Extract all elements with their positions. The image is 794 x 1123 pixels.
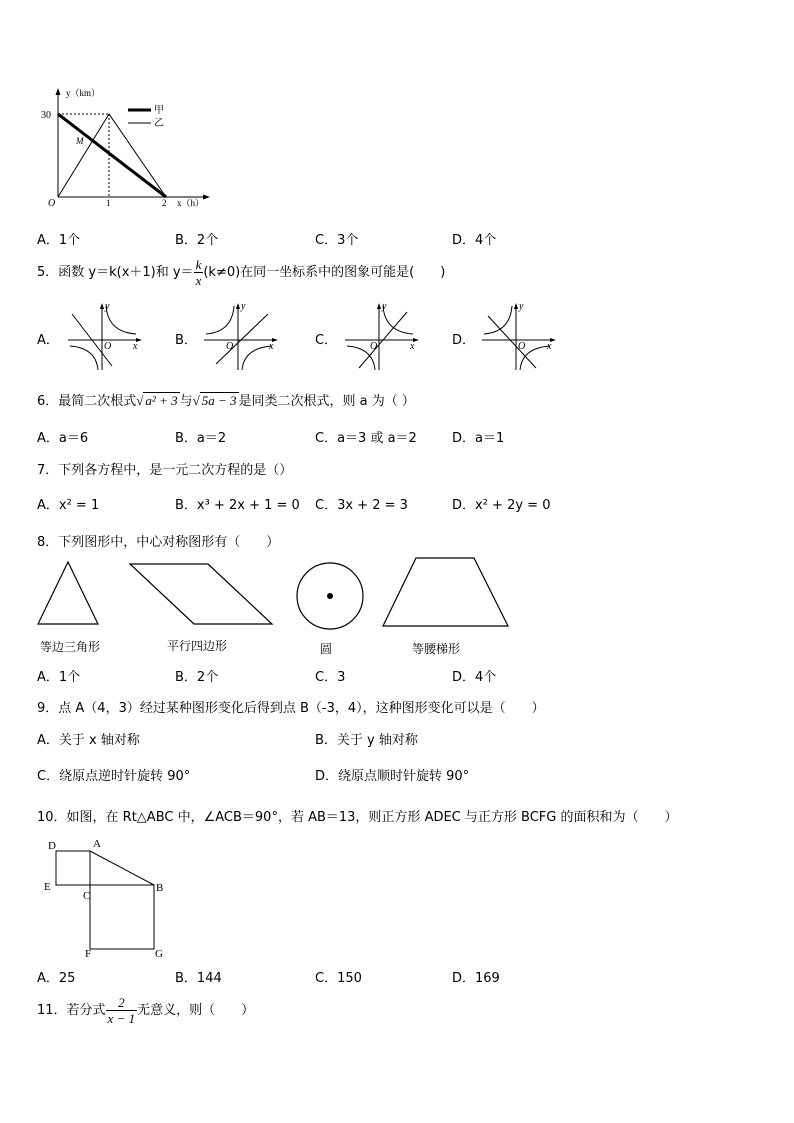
q6-prefix: 6．最简二次根式: [37, 394, 137, 409]
q5-stem-prefix: 5．函数 y＝k(x＋1)和 y＝: [37, 265, 194, 280]
q6-option-c[interactable]: C．a＝3 或 a＝2: [315, 431, 417, 446]
q10-stem: 10．如图，在 Rt△ABC 中，∠ACB＝90°，若 AB＝13，则正方形 ADEC 与正方形 BCFG 的面积和为（ ）: [37, 810, 678, 825]
q9-option-b[interactable]: B．关于 y 轴对称: [315, 733, 418, 748]
q10-option-a[interactable]: A．25: [37, 971, 76, 986]
square-adec: [56, 851, 90, 885]
distance-time-graph: [28, 82, 218, 212]
q9-option-c[interactable]: C．绕原点逆时针旋转 90°: [37, 769, 191, 784]
axis-x: x: [133, 341, 138, 352]
q5-fraction: [194, 257, 204, 288]
q7-option-a[interactable]: A．x² = 1: [37, 498, 100, 513]
axis-x: x: [410, 341, 415, 352]
label-a: A: [93, 838, 101, 850]
q8-option-d[interactable]: D．4个: [452, 670, 497, 685]
q11-prefix: 11．若分式: [37, 1003, 106, 1018]
q5-frac-num: k: [195, 257, 202, 272]
axis-y: y: [519, 301, 524, 312]
q6-radical-2: √ 5a − 3: [192, 393, 237, 408]
q6-option-a[interactable]: A．a＝6: [37, 431, 89, 446]
q6-radicand-1: a² + 3: [145, 393, 178, 408]
q8-option-c[interactable]: C．3: [315, 670, 346, 685]
circle-center-dot: [327, 593, 333, 599]
axis-origin: O: [104, 341, 112, 352]
q6-option-d[interactable]: D．a＝1: [452, 431, 505, 446]
q9-option-d[interactable]: D．绕原点顺时针旋转 90°: [315, 769, 470, 784]
q9-option-a[interactable]: A．关于 x 轴对称: [37, 733, 140, 748]
q6-radical-1: √ a² + 3: [136, 393, 178, 408]
axis-origin: O: [226, 341, 234, 352]
q7-option-c[interactable]: C．3x + 2 = 3: [315, 498, 408, 513]
axis-y: y: [382, 301, 387, 312]
q8-shapes: [30, 552, 520, 632]
q5-letter-a[interactable]: A．: [37, 333, 59, 348]
label-g: G: [155, 948, 163, 960]
q11-fraction: [106, 995, 138, 1026]
q5-letter-d[interactable]: D．: [452, 333, 476, 348]
q10-option-d[interactable]: D．169: [452, 971, 500, 986]
q9-stem: 9．点 A（4，3）经过某种图形变化后得到点 B（-3，4），这种图形变化可以是（ ）: [37, 701, 545, 716]
x-tick-2: 2: [162, 198, 167, 208]
axis-origin: O: [370, 341, 378, 352]
q6-radicand-2: 5a − 3: [201, 393, 237, 408]
label-b: B: [156, 882, 164, 894]
label-c: C: [83, 890, 91, 902]
q10-squares-diagram: [40, 835, 180, 960]
shape-label-circle: 圆: [320, 642, 333, 656]
legend-yi: 乙: [154, 118, 164, 129]
triangle-abc: [90, 851, 154, 885]
q8-option-a[interactable]: A．1个: [37, 670, 81, 685]
q6-suffix: 是同类二次根式，则 a 为（ ）: [238, 394, 415, 409]
label-f: F: [85, 948, 92, 960]
q11-stem: [37, 995, 254, 1026]
shape-label-parallelogram: 平行四边形: [167, 639, 228, 653]
x-axis-label: x（h）: [177, 198, 205, 208]
q6-option-b[interactable]: B．a＝2: [175, 431, 227, 446]
q11-frac-num: 2: [106, 995, 138, 1011]
axis-y: y: [241, 301, 246, 312]
q11-suffix: 无意义，则（ ）: [137, 1003, 255, 1018]
parallelogram-shape: [130, 564, 272, 624]
q5-graph-a[interactable]: [66, 300, 146, 372]
q7-stem: 7．下列各方程中，是一元二次方程的是（）: [37, 463, 293, 478]
axis-y: y: [105, 301, 110, 312]
axis-x: x: [269, 341, 274, 352]
label-d: D: [48, 840, 56, 852]
q11-frac-den: x − 1: [107, 1011, 136, 1026]
axis-x: x: [547, 341, 552, 352]
y-axis-label: y（km）: [66, 88, 101, 98]
q6-middle: 与: [179, 394, 193, 409]
q6-stem: [37, 390, 415, 409]
label-e: E: [44, 881, 51, 893]
q7-option-d[interactable]: D．x² + 2y = 0: [452, 498, 551, 513]
shape-label-trapezoid: 等腰梯形: [412, 642, 461, 656]
legend-jia: 甲: [154, 105, 164, 116]
q10-option-c[interactable]: C．150: [315, 971, 362, 986]
point-m-label: M: [76, 136, 84, 146]
q8-stem: 8．下列图形中，中心对称图形有（ ）: [37, 535, 280, 550]
q10-option-b[interactable]: B．144: [175, 971, 222, 986]
q4-option-a[interactable]: A．1个: [37, 233, 81, 248]
square-bcfg: [90, 885, 154, 949]
q5-stem: [37, 257, 445, 288]
jia-line: [58, 114, 166, 197]
isosceles-trapezoid-shape: [383, 558, 508, 626]
q5-graph-d[interactable]: [480, 300, 560, 372]
q5-frac-den: x: [195, 273, 202, 288]
q4-option-d[interactable]: D．4个: [452, 233, 497, 248]
origin-label: O: [48, 198, 56, 209]
q5-letter-b[interactable]: B．: [175, 333, 197, 348]
equilateral-triangle-shape: [38, 562, 98, 624]
x-tick-1: 1: [106, 198, 111, 208]
y-tick-30: 30: [41, 110, 51, 121]
q5-graph-c[interactable]: [343, 300, 423, 372]
q7-option-b[interactable]: B．x³ + 2x + 1 = 0: [175, 498, 300, 513]
q5-letter-c[interactable]: C．: [315, 333, 338, 348]
q8-option-b[interactable]: B．2个: [175, 670, 219, 685]
q4-option-c[interactable]: C．3个: [315, 233, 359, 248]
q4-option-b[interactable]: B．2个: [175, 233, 219, 248]
axis-origin: O: [518, 341, 526, 352]
q5-stem-suffix: (k≠0)在同一坐标系中的图象可能是( ): [203, 265, 446, 280]
shape-label-triangle: 等边三角形: [40, 640, 101, 654]
q5-graph-b[interactable]: [202, 300, 282, 372]
